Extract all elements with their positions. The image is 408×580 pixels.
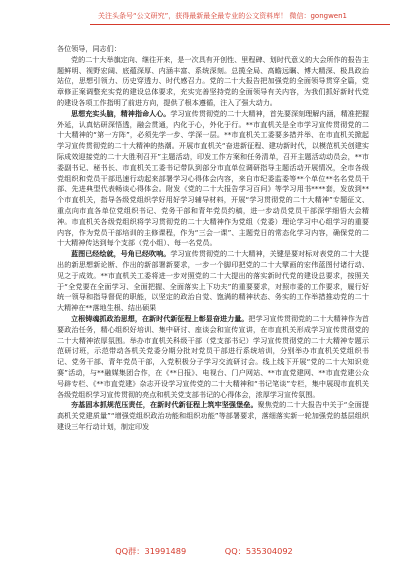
paragraph-foundation [57, 400, 369, 432]
paragraph-heading: 立根铸魂抓政治思想，在新时代新征程上彰显奋进力量。 [71, 313, 249, 323]
qq-contact-label: QQ：535304092 [224, 546, 293, 556]
header-divider [90, 24, 390, 25]
page-header-banner: 关注头条号“公文研究”，获得最新最全最专业的公文资料库！ 微信：gongwen1 [98, 12, 348, 20]
greeting: 各位领导，同志们： [57, 44, 121, 53]
paragraph-text: 学习宣传贯彻党的二十大精神，关键是要对标对表党的二十大提出的新思想新论断、作出的新部署新要求，一步一个脚印把党的二十大擘画的宏伟蓝图付诸行动、见之于成效。**市直机关工委将进一步对照党的二十大提出的落实新时代党的建设总要求，按照关于“全党要在全面学习、全面把握、全面落实上下功夫”的重要要求，对照市委的工作要求，履行好统一领导和指导督促的职能，以坚定的政治自觉、饱满的精神状态、务实的工作举措推动党的二十大精神在**落地生根、结出硕果 [57, 249, 370, 313]
document-body [57, 44, 369, 433]
paragraph-text: 学习宣传贯彻党的二十大精神，首先要深刻理解内涵，精准把握外延，认真钻研深悟透，融会贯通，内化于心，外化于行。**市直机关是全市学习宣传贯彻党的二十大精神的“第一方阵”，必须先学一步、学深一层。**市直机关工委要多措并举、在市直机关掀起学习宣传贯彻党的二十大精神的热潮。开展市直机关“奋进新征程、建功新时代，以模范机关创建实际成效迎接党的二十大胜利召开”主题活动，印发工作方案和任务清单，召开主题活动动员会，**市委副书记、秘书长、市直机关工委书记带队到部分市直单位调研指导主题活动开展情况，全市各级党组织和党员干部迅速行动起来部署学习心得体会内容，来自市纪委监委等**个单位**名名党员干部、先进典型代表畅谈心得体会。附发《党的二十大报告学习百问》等学习用书****套，发放到**个市直机关，指导各级党组织学好用好学习辅导材料，开展“学习贯彻党的二十大精神”专题征文、重点向市直各单位党组织书记、党务干部和青年党员约稿，进一步动员党员干部深学细悟大会精神。市直机关各级党组织将学习贯彻党的二十大精神作为党组（党委）理论学习中心组学习的重要内容，作为党员干部培训的主修课程，作为“三会一课”、主题党日的常态化学习内容，确保党的二十大精神传达到每个支部（党小组）、每一名党员。 [57, 108, 370, 248]
qq-group-label: QQ群：31991489 [115, 546, 187, 556]
paragraph-heading: 夯基固本抓规范压责任，在新时代新征程上筑牢坚强堡垒。 [71, 400, 258, 410]
paragraph-thought-leadership [57, 109, 369, 249]
paragraph-political-thought [57, 314, 369, 400]
paragraph-text: 聚焦党的二十大报告中关于“全面提高机关党建质量”“增强党组织政治功能和组织功能”等部署要求，落细落实新一轮加强党的基层组织建设三年行动计划，制定印发 [57, 400, 369, 431]
paragraph-heading: 蓝图已经绘就，号角已经吹响。 [71, 249, 171, 259]
paragraph-heading: 思想充实头脑，精神指命人心。 [71, 108, 171, 118]
paragraph-intro: 党的二十大举旗定向、继往开来，是一次具有开创性、里程碑、划时代意义的大会所作的报告主题鲜明、视野宏阔、底蕴深厚、内涵丰富、系统深刻。总揽全局、高瞻远瞩、博大精深、极具政治站位，思想引领力、历史穿透力、时代感召力。党的二十大报告把加强党的全面领导贯穿全篇，党章修正案调整充实党的建设总体要求，充实完善坚持党的全面领导有关内容，为我们抓好新时代党的建设各项工作指明了前进方向，提供了根本遵循，注入了强大动力。 [57, 54, 369, 107]
paragraph-text: 把学习宣传贯彻党的二十大精神作为首要政治任务，精心组织好培训、集中研讨、座谈会和宣传宣讲，在市直机关形成学习宣传贯彻党的二十大精神浓厚氛围。举办市直机关科级干部（党支部书记）学习宣传贯彻党的二十大精神专题示范研讨班，示范带动各机关党委分期分批对党员干部进行系统培训，分别举办市直机关党组织书记、党务干部、青年党员干部，入党积极分子学习交流研讨会。线上线下开展“党的二十大知识竞赛”活动，与**融媒集团合作，在《**日报》、电视台、门户网站、**市直党建网、**市直党建公众号辟专栏、《**市直党建》杂志开设学习宣传党的二十大精神和“书记笔谈”专栏，集中展现市直机关各级党组织学习宣传贯彻的亮点和机关党支部书记的心得体会，浓厚学习宣传氛围。 [57, 313, 370, 399]
page-footer [0, 546, 408, 557]
paragraph-blueprint [57, 249, 369, 314]
